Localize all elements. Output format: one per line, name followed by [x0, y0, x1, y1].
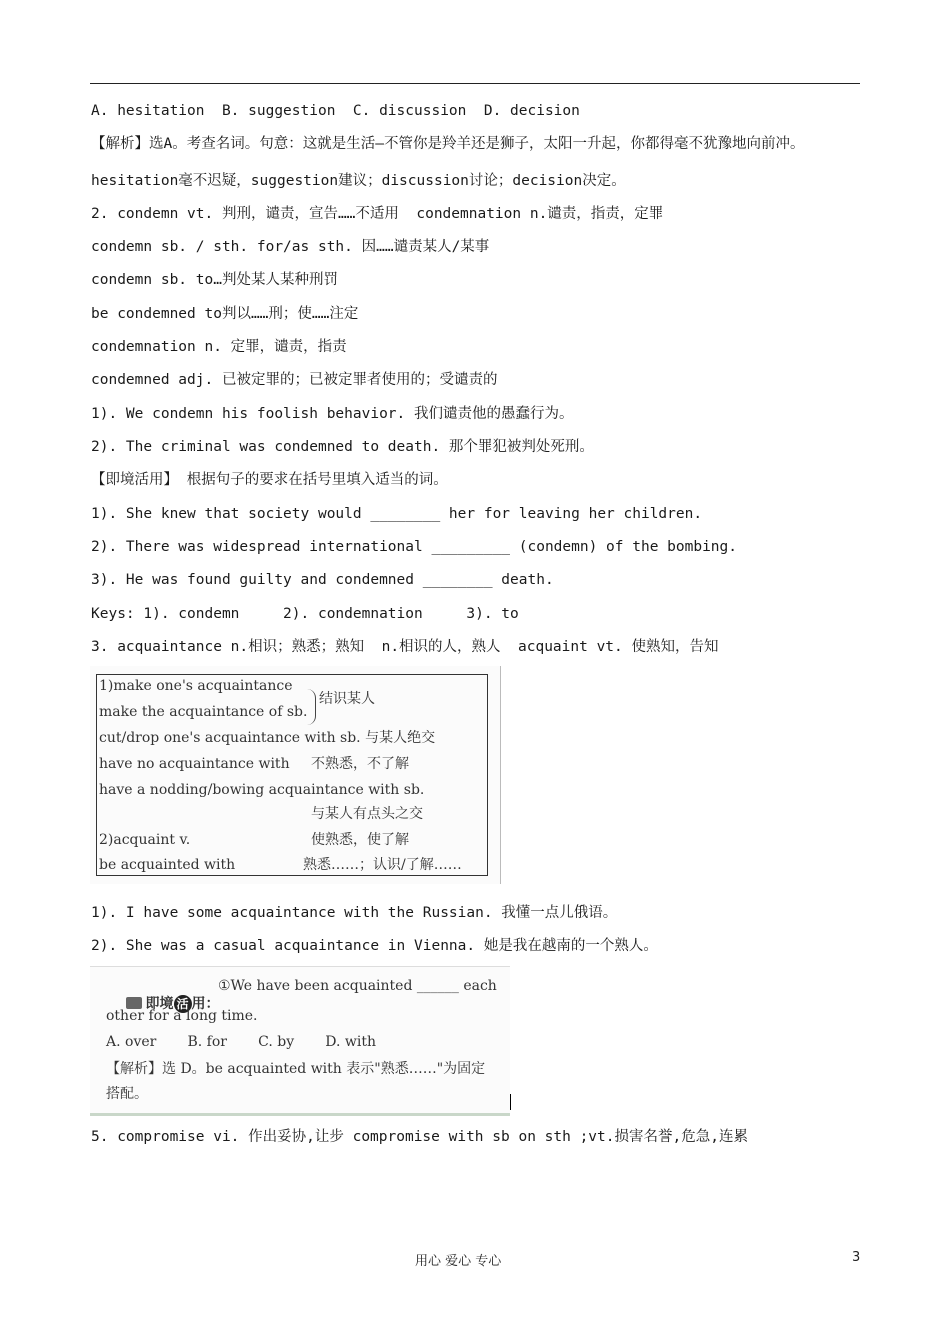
example-sentence: 1). I have some acquaintance with the Russian. 我懂一点儿俄语。: [91, 905, 618, 921]
acquaintance-phrase-box: [90, 666, 501, 884]
text-cursor: [510, 1094, 511, 1110]
exercise-heading: 【即境活用】 根据句子的要求在括号里填入适当的词。: [91, 472, 448, 488]
phrase-row: 2)acquaint v.: [99, 832, 191, 848]
exercise-options: A. over B. for C. by D. with: [106, 1034, 376, 1050]
usage-line: condemned adj. 已被定罪的；已被定罪者使用的；受谴责的: [91, 372, 498, 388]
exercise-box-label: 即境 活 用：: [106, 977, 220, 1031]
analysis-continued: hesitation毫不迟疑，suggestion建议；discussion讨论；decision决定。: [91, 173, 626, 189]
exercise-item: 1). She knew that society would ________ her for leaving her children.: [91, 506, 703, 522]
phrase-row: 1)make one's acquaintance: [99, 678, 293, 694]
item-5-heading: 5. compromise vi. 作出妥协,让步 compromise with sb on sth ;vt.损害名誉,危急,连累: [91, 1129, 748, 1145]
analysis-line: 【解析】选A。考查名词。句意：这就是生活—不管你是羚羊还是狮子，太阳一升起，你都得毫不犹豫地向前冲。: [91, 136, 805, 152]
example-sentence: 1). We condemn his foolish behavior. 我们谴责他的愚蠢行为。: [91, 406, 574, 422]
item-2-heading: 2. condemn vt. 判刑，谴责，宣告……不适用 condemnation n.谴责，指责，定罪: [91, 206, 664, 222]
huo-badge: 活: [174, 995, 192, 1013]
example-sentence: 2). She was a casual acquaintance in Vienna. 她是我在越南的一个熟人。: [91, 938, 658, 954]
exercise-box: [90, 966, 510, 1116]
phrase-meaning: 与某人有点头之交: [311, 806, 423, 822]
usage-line: be condemned to判以……刑；使……注定: [91, 306, 359, 322]
exercise-question: ①We have been acquainted ______ each: [218, 978, 497, 994]
brace-icon: [307, 689, 316, 725]
exercise-item: 3). He was found guilty and condemned ________ death.: [91, 572, 554, 588]
phrase-box-frame: [96, 674, 488, 876]
exercise-question: other for a long time.: [106, 1008, 258, 1024]
options-line: A. hesitation B. suggestion C. discussion D. decision: [91, 103, 580, 119]
usage-line: condemnation n. 定罪，谴责，指责: [91, 339, 347, 355]
phrase-meaning: 使熟悉，使了解: [311, 832, 409, 848]
exercise-analysis: 搭配。: [106, 1086, 148, 1102]
header-rule: [90, 83, 860, 84]
phrase-row: have a nodding/bowing acquaintance with sb.: [99, 782, 425, 798]
phrase-row: make the acquaintance of sb.: [99, 704, 308, 720]
answer-keys: Keys: 1). condemn 2). condemnation 3). to: [91, 606, 519, 622]
phrase-row: be acquainted with: [99, 857, 236, 873]
phrase-row: have no acquaintance with: [99, 756, 290, 772]
usage-line: condemn sb. to…判处某人某种刑罚: [91, 272, 338, 288]
phrase-row: cut/drop one's acquaintance with sb. 与某人绝交: [99, 730, 436, 746]
page-number: 3: [852, 1250, 861, 1265]
exercise-analysis: 【解析】选 D。be acquainted with 表示"熟悉……"为固定: [106, 1061, 486, 1077]
footer-motto: 用心 爱心 专心: [415, 1254, 502, 1269]
usage-line: condemn sb. / sth. for/as sth. 因……谴责某人/某事: [91, 239, 490, 255]
phrase-meaning: 不熟悉，不了解: [311, 756, 409, 772]
brace-label: 结识某人: [319, 691, 375, 707]
exercise-item: 2). There was widespread international _________ (condemn) of the bombing.: [91, 539, 738, 555]
item-3-heading: 3. acquaintance n.相识；熟悉；熟知 n.相识的人，熟人 acquaint vt. 使熟知，告知: [91, 639, 719, 655]
phrase-meaning: 熟悉……；认识/了解……: [303, 857, 462, 873]
example-sentence: 2). The criminal was condemned to death. 那个罪犯被判处死刑。: [91, 439, 594, 455]
